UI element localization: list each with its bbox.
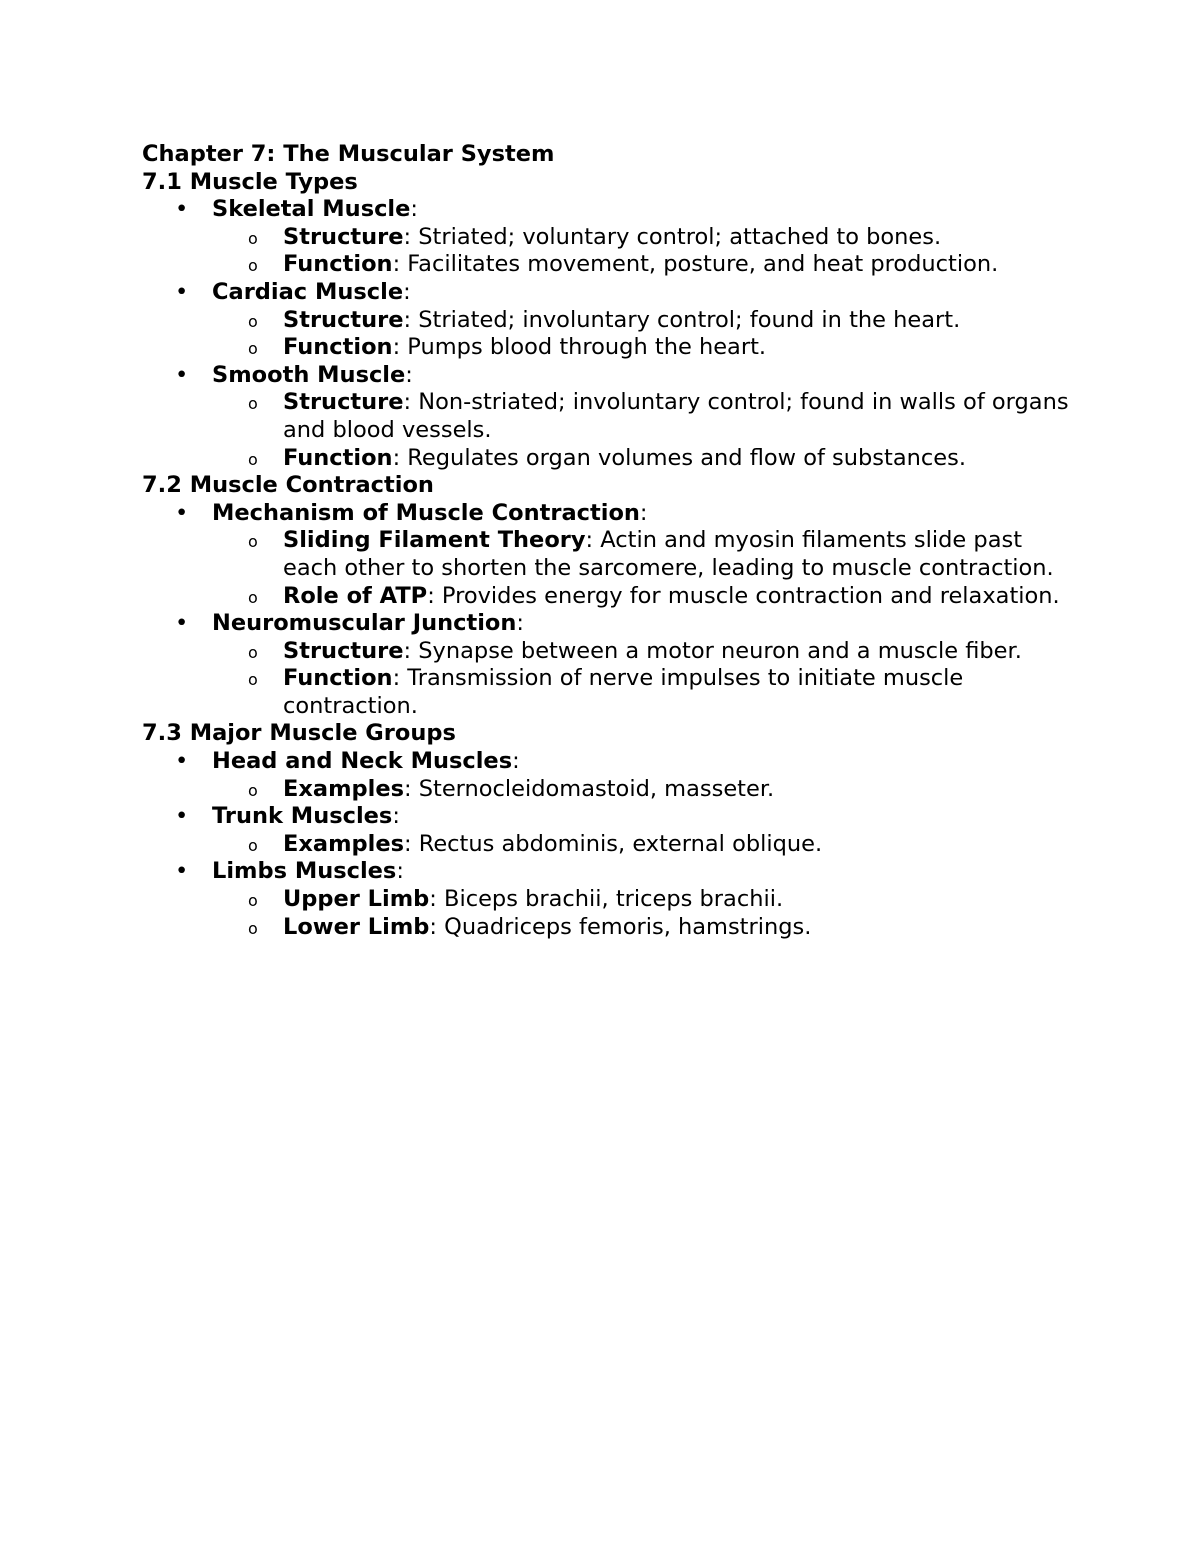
list-item xyxy=(142,858,1082,886)
list-item xyxy=(142,610,1082,638)
sub-list-item-content xyxy=(283,527,1083,582)
bullet-icon: • xyxy=(175,803,189,830)
sub-list-item xyxy=(142,638,1082,666)
document-page xyxy=(142,141,1082,941)
circle-bullet-icon: o xyxy=(248,228,258,248)
list-item-suffix: : xyxy=(639,499,648,526)
list-item-label: Smooth Muscle xyxy=(212,361,406,388)
circle-bullet-icon: o xyxy=(248,891,258,911)
list-item-label: Cardiac Muscle xyxy=(212,278,404,305)
section-heading: 7.2 Muscle Contraction xyxy=(142,472,434,499)
list-item xyxy=(142,748,1082,776)
list-item-suffix: : xyxy=(396,858,404,885)
bullet-icon: • xyxy=(175,361,189,388)
list-item-suffix: : xyxy=(410,196,418,223)
sub-list-item-text: : Non-striated; involuntary control; found in walls of organs and blood vessels. xyxy=(283,389,1069,443)
circle-bullet-icon: o xyxy=(248,394,258,414)
sub-list-item xyxy=(142,307,1082,335)
sub-list-item-label: Sliding Filament Theory xyxy=(283,527,586,554)
sub-list-item xyxy=(142,251,1082,279)
list-item-suffix: : xyxy=(405,361,413,388)
sub-list-item xyxy=(142,527,1082,582)
sub-list-item-content xyxy=(283,307,1083,335)
list-item xyxy=(142,362,1082,390)
sub-list-item-text: : Facilitates movement, posture, and heat production. xyxy=(392,251,999,278)
sub-list-item-text: : Sternocleidomastoid, masseter. xyxy=(403,775,775,802)
sub-list-item xyxy=(142,334,1082,362)
sub-list-item xyxy=(142,831,1082,859)
sub-list-item-content xyxy=(283,914,1083,942)
sub-list-item xyxy=(142,445,1082,473)
bullet-icon: • xyxy=(175,858,189,885)
sub-list-item-text: : Striated; involuntary control; found in the heart. xyxy=(403,306,961,333)
circle-bullet-icon: o xyxy=(248,918,258,938)
sub-list-item-content xyxy=(283,665,1083,720)
sub-list-item-text: : Regulates organ volumes and flow of substances. xyxy=(392,444,966,471)
sub-list-item-content xyxy=(283,831,1083,859)
sub-list-item-label: Structure xyxy=(283,637,404,664)
list-item xyxy=(142,279,1082,307)
list-item-suffix: : xyxy=(403,278,411,305)
sub-list-item-content xyxy=(283,389,1083,444)
sub-list-item-content xyxy=(283,886,1083,914)
bullet-icon: • xyxy=(175,748,189,775)
list-item-label: Neuromuscular Junction xyxy=(212,610,517,637)
section xyxy=(142,169,1082,473)
list-item-label: Skeletal Muscle xyxy=(212,196,411,223)
section xyxy=(142,720,1082,941)
sub-list-item-label: Role of ATP xyxy=(283,582,428,609)
sub-list-item-label: Function xyxy=(283,251,393,278)
sub-list-item-text: : Actin and myosin filaments slide past each other to shorten the sarcomere, leading to muscle contraction. xyxy=(283,527,1054,581)
sub-list-item-label: Function xyxy=(283,334,393,361)
circle-bullet-icon: o xyxy=(248,780,258,800)
bullet-icon: • xyxy=(175,196,189,223)
circle-bullet-icon: o xyxy=(248,449,258,469)
list-item-suffix: : xyxy=(516,610,524,637)
sub-list-item-label: Structure xyxy=(283,389,404,416)
sub-list-item xyxy=(142,776,1082,804)
sub-list-item-content xyxy=(283,445,1083,473)
sub-list-item-label: Upper Limb xyxy=(283,886,430,913)
sub-list-item-label: Structure xyxy=(283,223,404,250)
sub-list-item xyxy=(142,665,1082,720)
sub-list-item xyxy=(142,914,1082,942)
sub-list-item xyxy=(142,389,1082,444)
bullet-icon: • xyxy=(175,610,189,637)
document-title: Chapter 7: The Muscular System xyxy=(142,141,555,167)
sub-list-item-text: : Pumps blood through the heart. xyxy=(392,334,767,361)
circle-bullet-icon: o xyxy=(248,835,258,855)
sub-list-item-content xyxy=(283,334,1083,362)
circle-bullet-icon: o xyxy=(248,532,258,552)
circle-bullet-icon: o xyxy=(248,256,258,276)
sub-list-item-label: Function xyxy=(283,444,393,471)
sub-list-item xyxy=(142,886,1082,914)
sub-list-item-text: : Striated; voluntary control; attached to bones. xyxy=(403,223,942,250)
sub-list-item xyxy=(142,224,1082,252)
sub-list-item-content xyxy=(283,776,1083,804)
circle-bullet-icon: o xyxy=(248,587,258,607)
sub-list-item-content xyxy=(283,583,1083,611)
circle-bullet-icon: o xyxy=(248,670,258,690)
sub-list-item-label: Function xyxy=(283,665,393,692)
section-heading: 7.1 Muscle Types xyxy=(142,168,358,195)
sub-list-item-text: : Synapse between a motor neuron and a muscle fiber. xyxy=(403,637,1022,664)
list-item-label: Limbs Muscles xyxy=(212,858,397,885)
list-item-label: Trunk Muscles xyxy=(212,803,393,830)
section-heading: 7.3 Major Muscle Groups xyxy=(142,720,456,747)
list-item-suffix: : xyxy=(512,748,520,775)
sub-list-item-content xyxy=(283,251,1083,279)
sub-list-item-label: Structure xyxy=(283,306,404,333)
list-item xyxy=(142,500,1082,528)
sub-list-item xyxy=(142,583,1082,611)
sub-list-item-content xyxy=(283,638,1083,666)
list-item xyxy=(142,196,1082,224)
sub-list-item-text: : Biceps brachii, triceps brachii. xyxy=(429,886,784,913)
sub-list-item-text: : Rectus abdominis, external oblique. xyxy=(403,830,823,857)
list-item xyxy=(142,803,1082,831)
circle-bullet-icon: o xyxy=(248,642,258,662)
list-item-suffix: : xyxy=(392,803,400,830)
sub-list-item-label: Examples xyxy=(283,830,404,857)
bullet-icon: • xyxy=(175,499,189,526)
sub-list-item-label: Lower Limb xyxy=(283,913,430,940)
sub-list-item-text: : Transmission of nerve impulses to initiate muscle contraction. xyxy=(283,665,964,719)
circle-bullet-icon: o xyxy=(248,339,258,359)
sub-list-item-text: : Quadriceps femoris, hamstrings. xyxy=(429,913,812,940)
section xyxy=(142,472,1082,720)
sub-list-item-text: : Provides energy for muscle contraction and relaxation. xyxy=(427,582,1060,609)
bullet-icon: • xyxy=(175,278,189,305)
document-sections xyxy=(142,169,1082,942)
sub-list-item-content xyxy=(283,224,1083,252)
sub-list-item-label: Examples xyxy=(283,775,404,802)
list-item-label: Mechanism of Muscle Contraction xyxy=(212,499,640,526)
list-item-label: Head and Neck Muscles xyxy=(212,748,513,775)
circle-bullet-icon: o xyxy=(248,311,258,331)
